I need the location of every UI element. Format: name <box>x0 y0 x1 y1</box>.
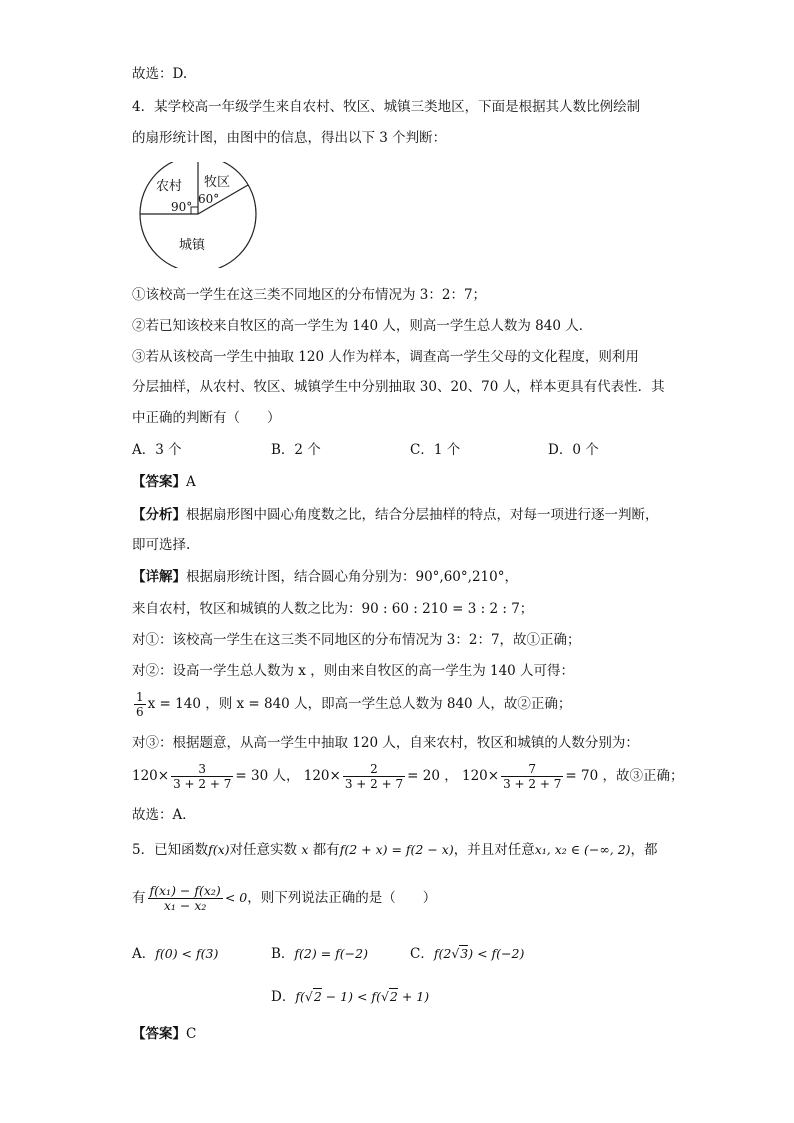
pie-chart <box>132 162 262 268</box>
q4-stem-line2: 的扇形统计图，由图中的信息，得出以下 3 个判断： <box>132 130 447 146</box>
q5-answer <box>132 1024 196 1044</box>
q5-stem2-text-a: 有 <box>132 890 146 906</box>
q5-stem-text-c: 对任意实数 <box>229 842 298 858</box>
q5-stem-text-a: 5．已知函数 <box>132 842 209 858</box>
calc3-fraction: $\frac{7}{3 + 2 + 7}$ <box>503 762 562 791</box>
q4-detail-judgement3: 对③：根据题意，从高一学生中抽取 120 人，自来农村，牧区和城镇的人数分别为： <box>132 735 639 751</box>
q4-stem-line1: 4．某学校高一年级学生来自农村、牧区、城镇三类地区，下面是根据其人数比例绘制 <box>132 99 641 115</box>
calc2-fraction: $\frac{2}{3 + 2 + 7}$ <box>344 762 404 791</box>
fraction-one-sixth: $\frac{1}{6}$ <box>136 690 144 719</box>
q4-detail-equation <box>132 690 571 719</box>
q5-stem-x: x <box>301 842 309 857</box>
q5-stem-symmetry: f(2 + x) = f(2 − x) <box>339 842 454 857</box>
q5-stem2-fraction: $\frac{\text{f(x₁) − f(x₂)}}{\text{x₁ − x₂}}$ <box>149 883 221 913</box>
q4-detail-line2: 来自农村，牧区和城镇的人数之比为：90 : 60 : 210 = 3 : 2 : 7； <box>132 601 534 617</box>
analysis-text: 根据扇形图中圆心角度数之比，结合分层抽样的特点，对每一项进行逐一判断， <box>186 507 659 523</box>
calc2-result: = 20 ， <box>407 768 458 784</box>
q5-stem-text-e: 都有 <box>312 842 340 858</box>
pie-angle-rural: 90° <box>171 200 193 214</box>
q4-option-d: D．0 个 <box>548 442 599 458</box>
judgement-3-line1: ③若从该校高一学生中抽取 120 人作为样本，调查高一学生父母的文化程度，则利用 <box>132 349 639 365</box>
judgement-1: ①该校高一学生在这三类不同地区的分布情况为 3：2：7； <box>132 287 487 303</box>
detail-text: 根据扇形统计图，结合圆心角分别为：90°,60°,210°， <box>186 569 518 585</box>
calc2-prefix: 120× <box>303 768 341 784</box>
pie-label-rural: 农村 <box>156 179 183 194</box>
calc1-fraction: $\frac{3}{3 + 2 + 7}$ <box>173 762 232 791</box>
q5-stem2-inequality: < 0 <box>224 890 248 905</box>
q4-conclusion: 故选：A． <box>132 807 196 823</box>
q5-stem-fx: f(x) <box>208 842 230 857</box>
detail-tag: 【详解】 <box>132 569 186 585</box>
q5-option-c: C．f(2√3) < f(−2) <box>410 946 525 962</box>
q4-analysis-line1 <box>132 505 659 525</box>
analysis-tag: 【分析】 <box>132 507 186 523</box>
answer-tag: 【答案】 <box>132 474 186 490</box>
q4-detail-judgement2: 对②：设高一学生总人数为 x ，则由来自牧区的高一学生为 140 人可得： <box>132 663 575 679</box>
q4-option-c: C．1 个 <box>410 442 461 458</box>
pie-angle-pasture: 60° <box>198 192 220 206</box>
q4-option-a: A．3 个 <box>132 442 182 458</box>
q5-option-a: A．f(0) < f(3) <box>132 946 219 962</box>
q5-stem-line2 <box>132 884 436 913</box>
q5-stem-line1 <box>132 840 658 860</box>
answer-value: C <box>186 1026 197 1042</box>
q5-option-b: B．f(2) = f(−2) <box>271 946 368 962</box>
calc1-result: = 30 人， <box>235 768 300 784</box>
q5-stem-text-g: ，并且对任意 <box>453 842 535 858</box>
calc3-result: = 70 ，故③正确； <box>565 768 684 784</box>
judgement-3-line2: 分层抽样，从农村、牧区、城镇学生中分别抽取 30、20、70 人，样本更具有代表性．其 <box>132 379 665 395</box>
q3-conclusion: 故选：D. <box>132 66 188 82</box>
q4-detail-line1 <box>132 567 518 587</box>
answer-tag: 【答案】 <box>132 1026 186 1042</box>
q4-option-b: B．2 个 <box>271 442 321 458</box>
q5-stem2-text-c: ，则下列说法正确的是（ ） <box>247 890 437 906</box>
answer-value: A <box>186 474 196 490</box>
q4-detail-judgement1: 对①：该校高一学生在这三类不同地区的分布情况为 3：2：7，故①正确； <box>132 632 581 648</box>
pie-label-pasture: 牧区 <box>204 175 231 190</box>
q4-calc-line <box>132 762 683 791</box>
q5-stem-text-i: ，都 <box>630 842 658 858</box>
calc1-prefix: 120× <box>132 768 170 784</box>
q5-stem-interval: x₁, x₂ ∈ (−∞, 2) <box>534 842 631 857</box>
equation-rest: x = 140 ，则 x = 840 人，即高一学生总人数为 840 人，故②正确； <box>147 696 572 712</box>
q4-analysis-line2: 即可选择. <box>132 537 191 553</box>
calc3-prefix: 120× <box>462 768 500 784</box>
judgement-3-line3: 中正确的判断有（ ） <box>132 410 281 426</box>
pie-label-town: 城镇 <box>179 238 206 253</box>
judgement-2: ②若已知该校来自牧区的高一学生为 140 人，则高一学生总人数为 840 人． <box>132 318 593 334</box>
q5-option-d: D．f(√2 − 1) < f(√2 + 1) <box>271 989 430 1005</box>
q4-answer <box>132 472 196 492</box>
